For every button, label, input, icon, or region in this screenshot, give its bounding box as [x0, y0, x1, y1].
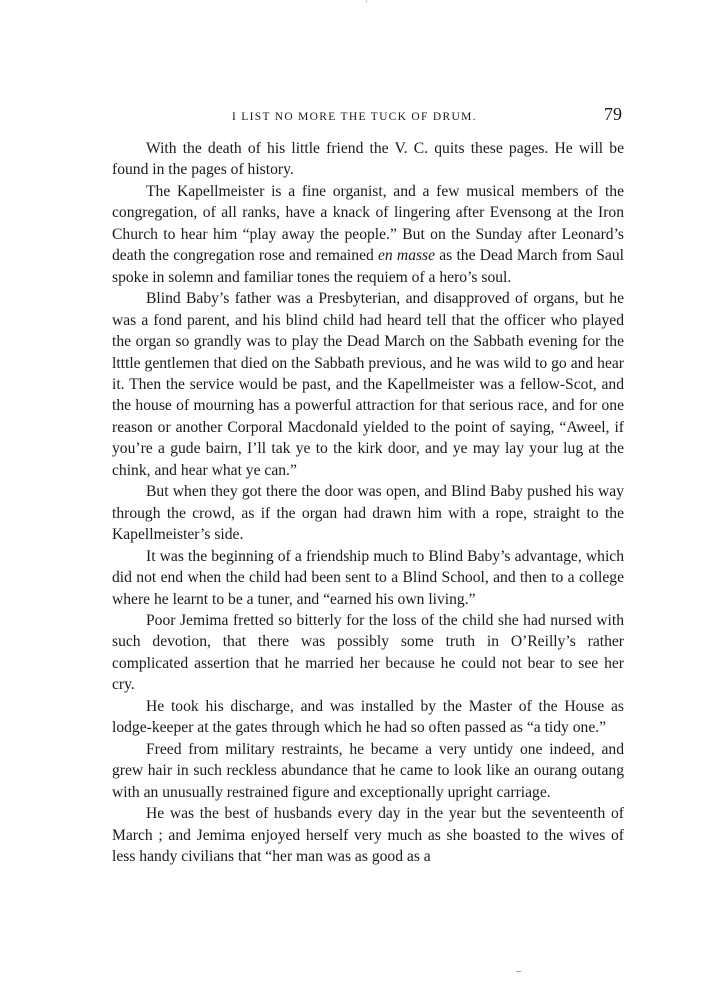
paragraph: [112, 181, 624, 288]
paragraph: Poor Jemima fretted so bitterly for the loss of the child she had nursed with such devotion, that there was possibly some truth in O’Reilly’s rather complicated assertion that he married her because he could not bear to see her cry.: [112, 611, 624, 694]
paragraph: He took his discharge, and was installed by the Master of the House as lodge-keeper at the gates through which he had so often passed as “a tidy one.”: [112, 697, 624, 737]
paragraph-text: as the Dead March from Saul spoke in solemn and familiar tones the requiem of a hero’s soul.: [112, 247, 624, 286]
paragraph: It was the beginning of a friendship much to Blind Baby’s advantage, which did not end when the child had been sent to a Blind School, and then to a college where he learnt to be a tuner, and “earned his own living.”: [112, 547, 624, 608]
body-text: [112, 138, 624, 867]
paragraph: But when they got there the door was open, and Blind Baby pushed his way through the crowd, as if the organ had drawn him with a rope, straight to the Kapellmeister’s side.: [112, 483, 624, 544]
page-number: 79: [604, 104, 622, 124]
paragraph: Blind Baby’s father was a Presbyterian, and disapproved of organs, but he was a fond parent, and his blind child had heard tell that the officer who played the organ so grandly was to play the Dead March on the Sabbath evening for the ltttle gentlemen that died on the Sabbath previous, and he was wild to go and hear it. Then the service would be past, and the Kapellmeister was a fellow-Scot, and the house of mourning has a powerful attraction for that serious race, and for one reason or another Corporal Macdonald yielded to the point of saying, “Aweel, if you’re a gude bairn, I’ll tak ye to the kirk door, and ye may lay your lug at the chink, and hear what ye can.”: [112, 290, 624, 479]
paragraph: With the death of his little friend the V. C. quits these pages. He will be found in the pages of history.: [112, 140, 624, 179]
page-header: [110, 104, 622, 128]
stray-mark: ʾ: [365, 0, 369, 11]
paragraph: Freed from military restraints, he became a very untidy one indeed, and grew hair in such reckless abundance that he came to look like an ourang outang with an unusually restrained figure and exceptionally upright carriage.: [112, 740, 624, 801]
italic-phrase: en masse: [378, 247, 436, 265]
running-head: I LIST NO MORE THE TUCK OF DRUM.: [232, 111, 477, 123]
paragraph-text: The Kapellmeister is a fine organist, and a few musical members of the congregation, of all ranks, have a knack of lingering after Evensong at the Iron Church to hear him “play away the people.” But on the Sunday after Leonard’s death the congregation rose and remained: [112, 182, 624, 265]
stray-mark: –: [516, 966, 521, 977]
paragraph: He was the best of husbands every day in the year but the seventeenth of March ; and Jemima enjoyed herself very much as she boasted to the wives of less handy civilians that “her man was as good as a: [112, 805, 624, 865]
